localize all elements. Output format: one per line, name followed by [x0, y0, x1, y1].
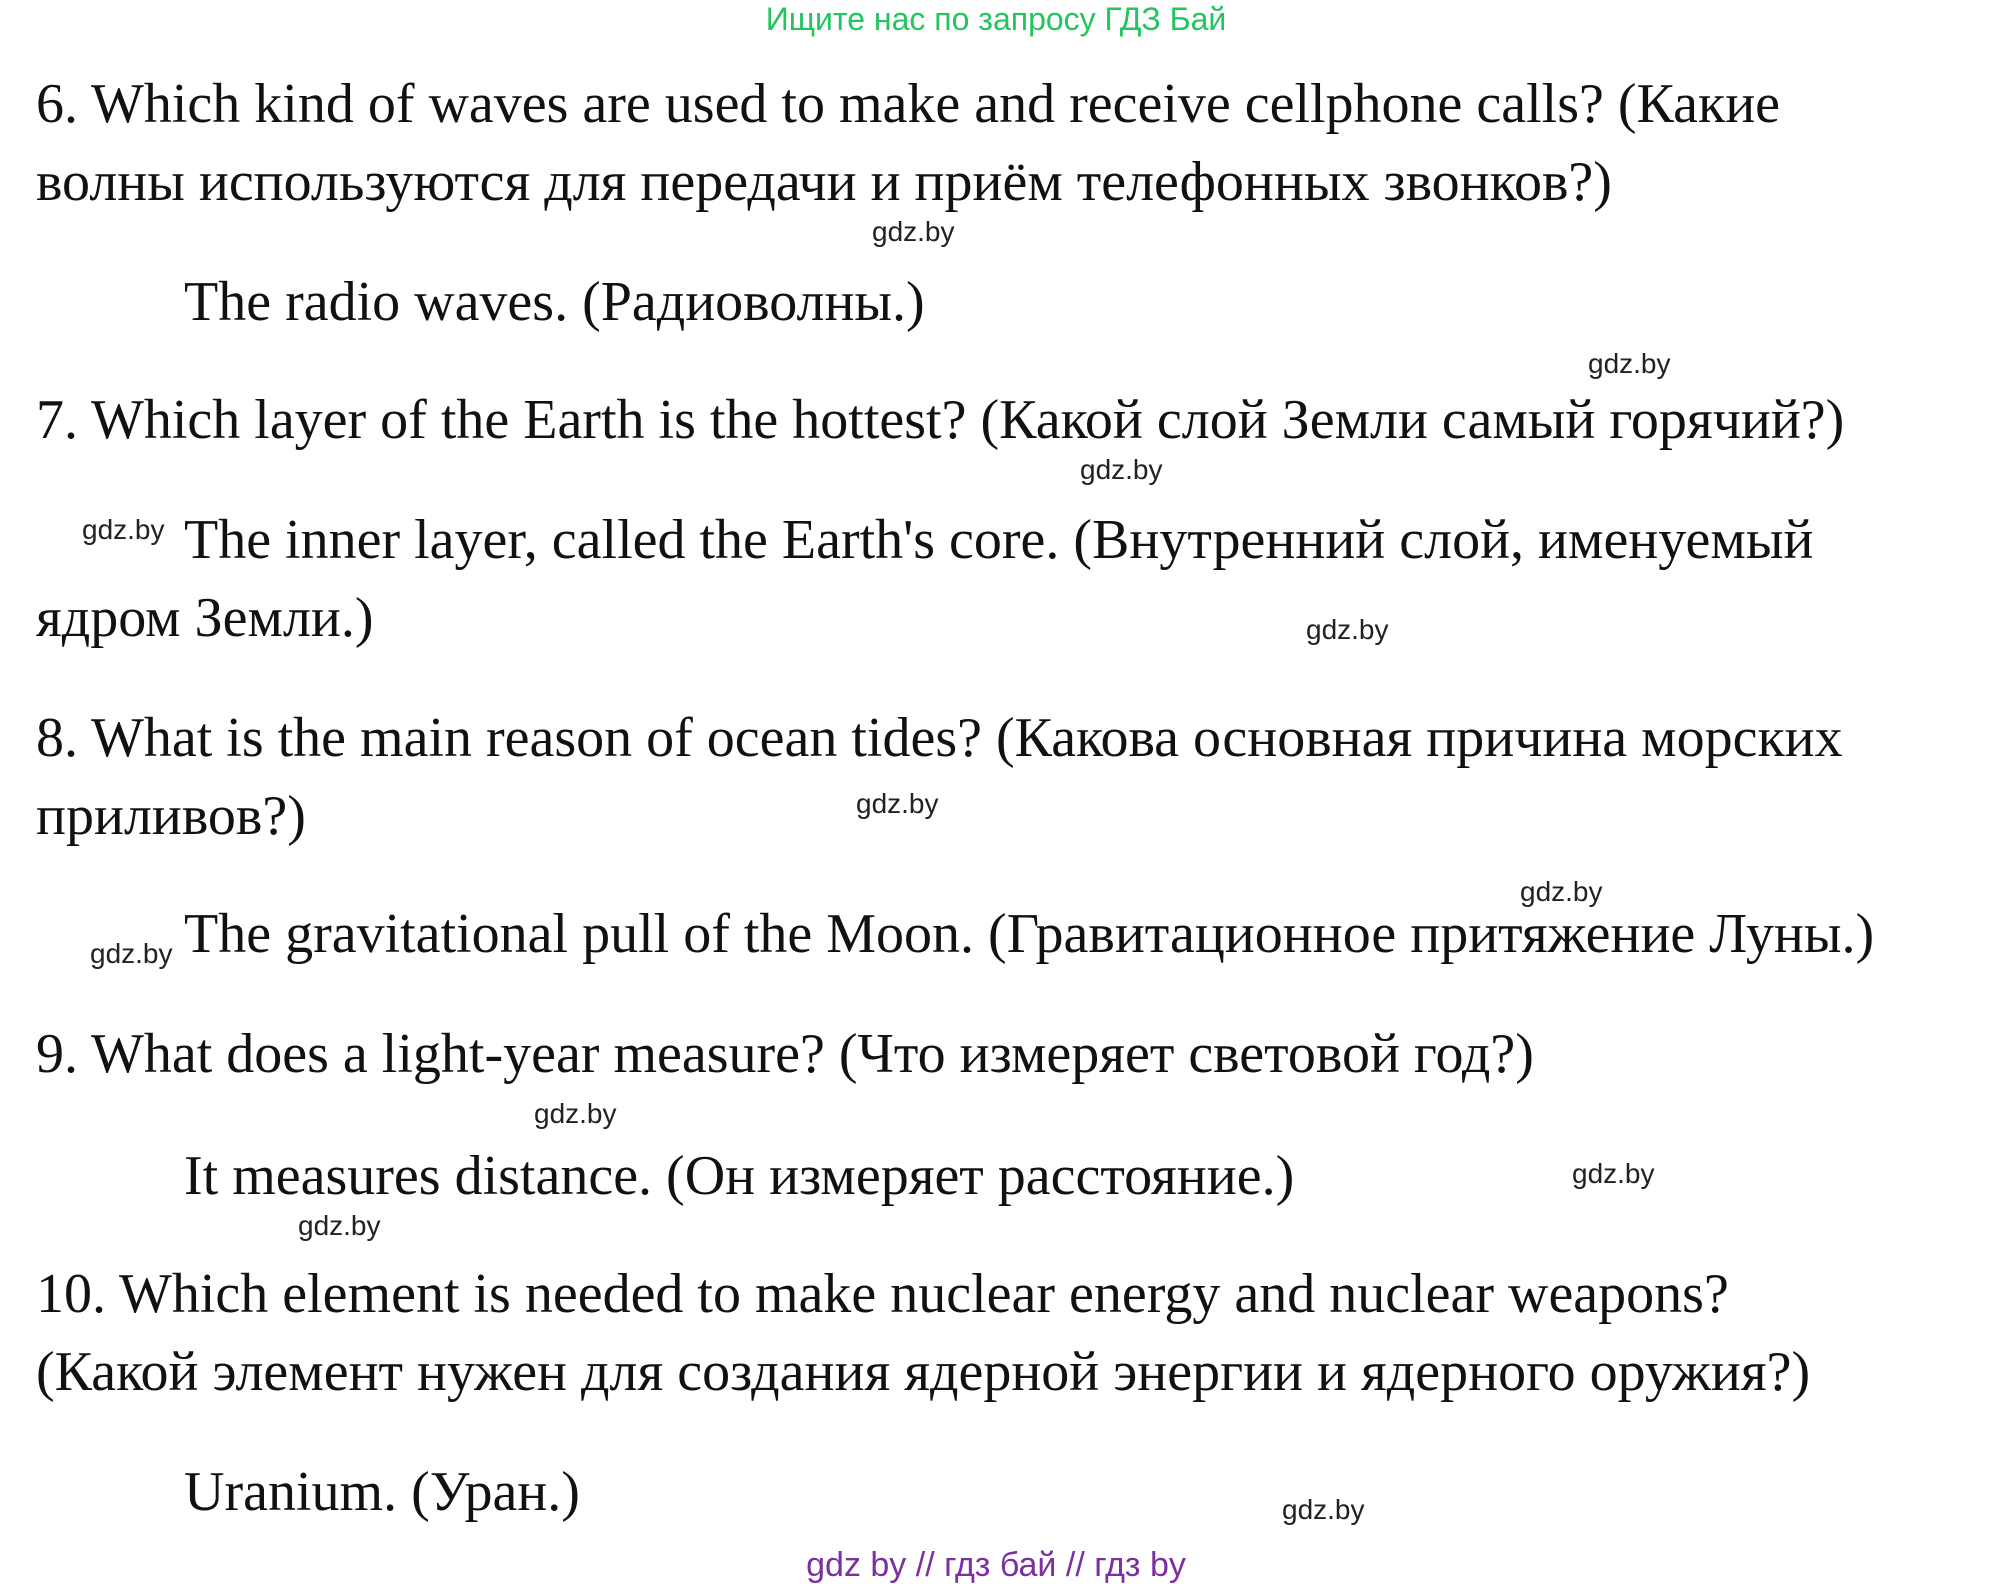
- question-10-line-1: 10. Which element is needed to make nuclear energy and nuclear weapons?: [36, 1263, 1729, 1325]
- answer-8: The gravitational pull of the Moon. (Гравитационное притяжение Луны.): [184, 903, 1875, 965]
- watermark: gdz.by: [1572, 1158, 1655, 1189]
- question-8-line-1: 8. What is the main reason of ocean tides? (Какова основная причина морских: [36, 707, 1843, 769]
- question-6-line-2: волны используются для передачи и приём телефонных звонков?): [36, 151, 1612, 213]
- question-6-line-1: 6. Which kind of waves are used to make and receive cellphone calls? (Какие: [36, 73, 1781, 135]
- watermark: gdz.by: [534, 1098, 617, 1129]
- watermark: gdz.by: [298, 1210, 381, 1241]
- watermark: gdz.by: [1520, 876, 1603, 907]
- answer-9: It measures distance. (Он измеряет расстояние.): [184, 1145, 1295, 1207]
- watermark: gdz.by: [1282, 1494, 1365, 1525]
- question-7: 7. Which layer of the Earth is the hottest? (Какой слой Земли самый горячий?): [36, 389, 1845, 451]
- watermark: gdz.by: [90, 938, 173, 969]
- watermark: gdz.by: [1080, 454, 1163, 485]
- question-9: 9. What does a light-year measure? (Что измеряет световой год?): [36, 1023, 1534, 1085]
- answer-6: The radio waves. (Радиоволны.): [184, 271, 925, 333]
- question-8-line-2: приливов?): [36, 785, 306, 847]
- answer-7-line-2: ядром Земли.): [36, 587, 374, 649]
- watermark: gdz.by: [1306, 614, 1389, 645]
- watermark: gdz.by: [872, 216, 955, 247]
- watermark: gdz.by: [856, 788, 939, 819]
- answer-10: Uranium. (Уран.): [184, 1461, 580, 1523]
- footer-site-links: gdz by // гдз бай // гдз by: [806, 1546, 1186, 1584]
- question-10-line-2: (Какой элемент нужен для создания ядерной энергии и ядерного оружия?): [36, 1341, 1811, 1403]
- watermark: gdz.by: [82, 514, 165, 545]
- header-search-hint: Ищите нас по запросу ГДЗ Бай: [765, 1, 1227, 37]
- watermark: gdz.by: [1588, 348, 1671, 379]
- answer-7-line-1: The inner layer, called the Earth's core. (Внутренний слой, именуемый: [184, 509, 1814, 571]
